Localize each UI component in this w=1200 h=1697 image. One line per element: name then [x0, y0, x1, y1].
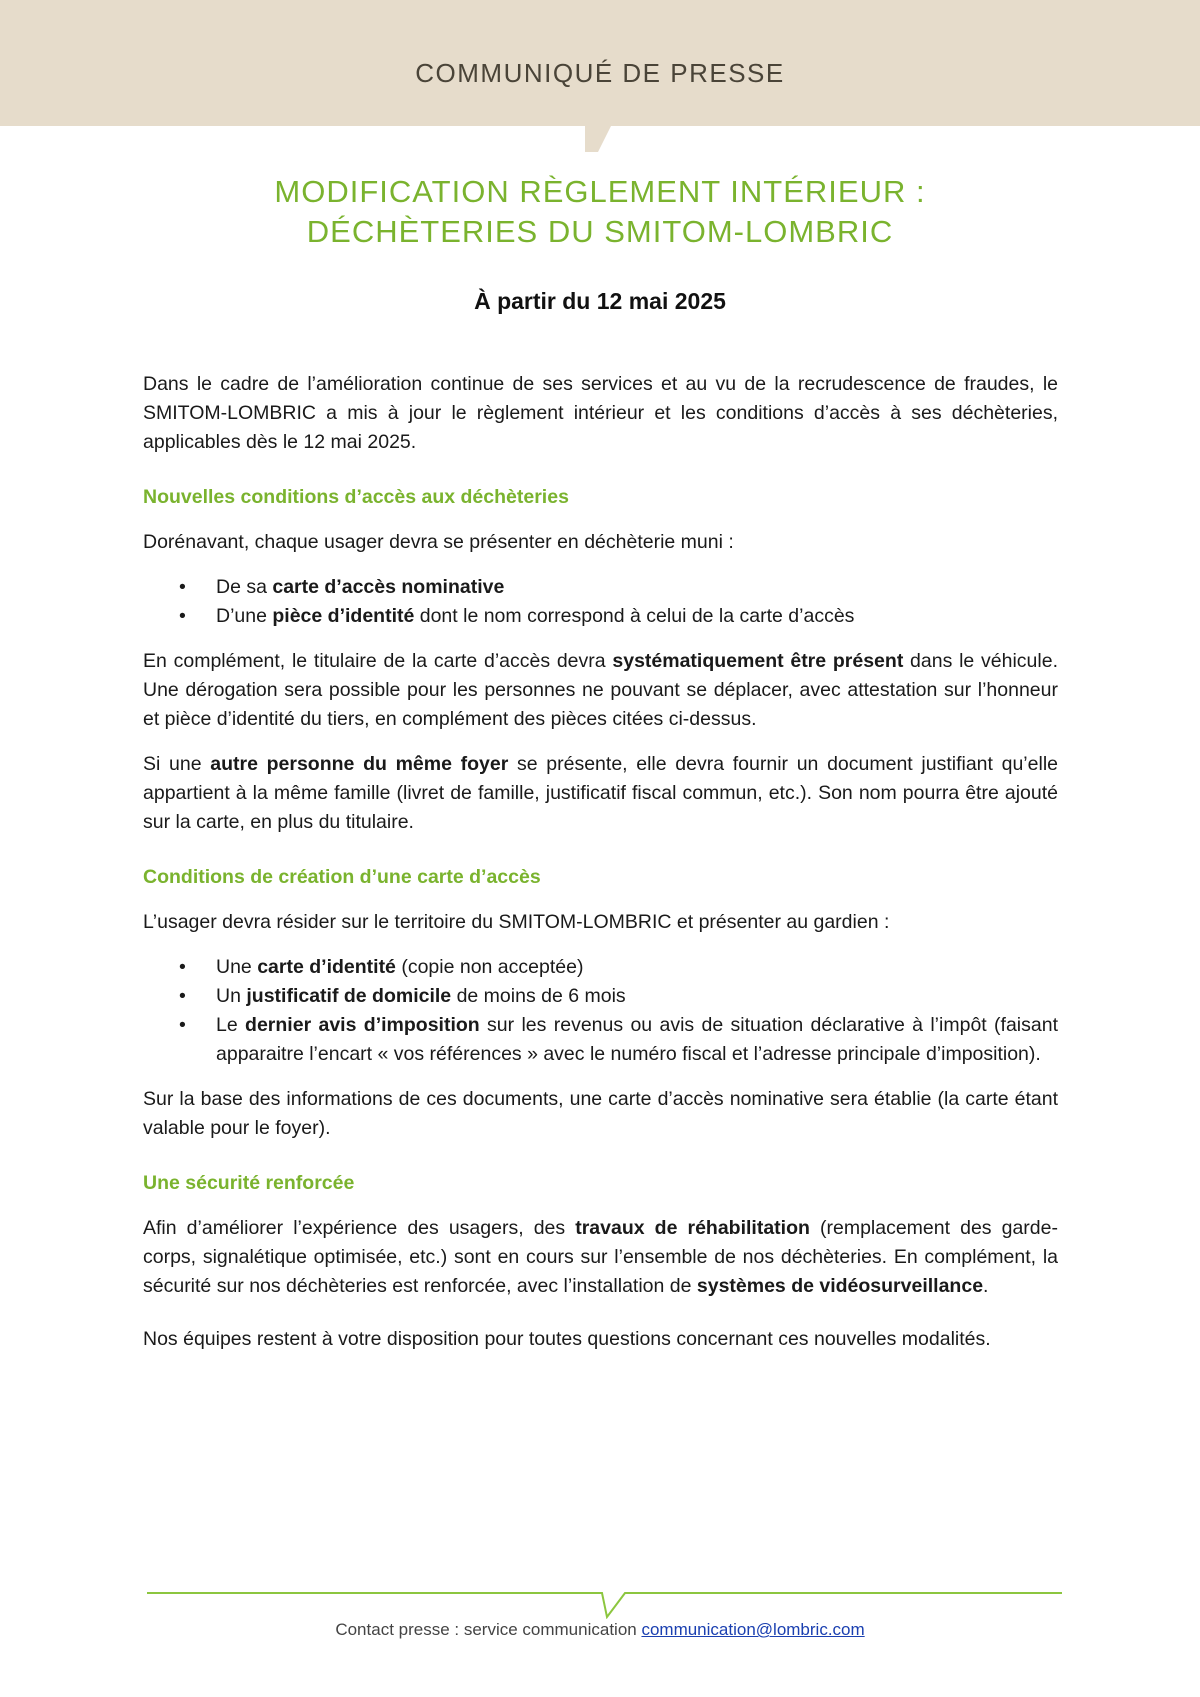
header-notch [585, 126, 611, 152]
page-title [0, 172, 1200, 252]
access-list [143, 573, 1058, 631]
section-heading-access: Nouvelles conditions d’accès aux déchèteries [143, 486, 569, 508]
holder-paragraph: En complément, le titulaire de la carte d’accès devra systématiquement être présent dans le véhicule. Une dérogation sera possible pour les personnes ne pouvant se déplacer, avec attestation sur l’honneur et pièce d’identité du tiers, en complément des pièces citées ci-dessus. [143, 650, 1058, 730]
card-requirements-list [143, 953, 1058, 1069]
document-body [143, 370, 1058, 1370]
footer-label: Contact presse : service communication [335, 1620, 642, 1639]
access-lead: Dorénavant, chaque usager devra se présenter en déchèterie muni : [143, 531, 734, 553]
closing-paragraph: Nos équipes restent à votre disposition pour toutes questions concernant ces nouvelles modalités. [143, 1328, 991, 1350]
effective-date: À partir du 12 mai 2025 [474, 288, 726, 314]
list-item: • D’une pièce d’identité dont le nom correspond à celui de la carte d’accès [216, 602, 1058, 631]
footer-divider [147, 1587, 1062, 1619]
header-label: COMMUNIQUÉ DE PRESSE [415, 58, 785, 88]
footer-contact [0, 1620, 1200, 1640]
intro-paragraph: Dans le cadre de l’amélioration continue de ses services et au vu de la recrudescence de fraudes, le SMITOM-LOMBRIC a mis à jour le règlement intérieur et les conditions d’accès à ses déchèteries, applicables dès le 12 mai 2025. [143, 373, 1058, 453]
list-item: • Le dernier avis d’imposition sur les revenus ou avis de situation déclarative à l’impôt (faisant apparaitre l’encart « vos références » avec le numéro fiscal et l’adresse principale d’imposition). [216, 1011, 1058, 1069]
section-heading-card: Conditions de création d’une carte d’accès [143, 866, 541, 888]
household-paragraph: Si une autre personne du même foyer se présente, elle devra fournir un document justifiant qu’elle appartient à la même famille (livret de famille, justificatif fiscal commun, etc.). Son nom pourra être ajouté sur la carte, en plus du titulaire. [143, 753, 1058, 833]
list-item: • De sa carte d’accès nominative [216, 573, 1058, 602]
page-title-line-2: DÉCHÈTERIES DU SMITOM-LOMBRIC [306, 214, 894, 249]
security-paragraph: Afin d’améliorer l’expérience des usagers, des travaux de réhabilitation (remplacement des garde-corps, signalétique optimisée, etc.) sont en cours sur l’ensemble de nos déchèteries. En complément, la sécurité sur nos déchèteries est renforcée, avec l’installation de systèmes de vidéosurveillance. [143, 1217, 1058, 1297]
section-heading-security: Une sécurité renforcée [143, 1172, 355, 1194]
contact-email-link[interactable]: communication@lombric.com [641, 1620, 865, 1639]
list-item: • Une carte d’identité (copie non acceptée) [216, 953, 1058, 982]
card-paragraph: Sur la base des informations de ces documents, une carte d’accès nominative sera établie (la carte étant valable pour le foyer). [143, 1088, 1058, 1139]
card-lead: L’usager devra résider sur le territoire du SMITOM-LOMBRIC et présenter au gardien : [143, 911, 890, 933]
list-item: • Un justificatif de domicile de moins de 6 mois [216, 982, 1058, 1011]
page-title-line-1: MODIFICATION RÈGLEMENT INTÉRIEUR : [274, 174, 926, 209]
